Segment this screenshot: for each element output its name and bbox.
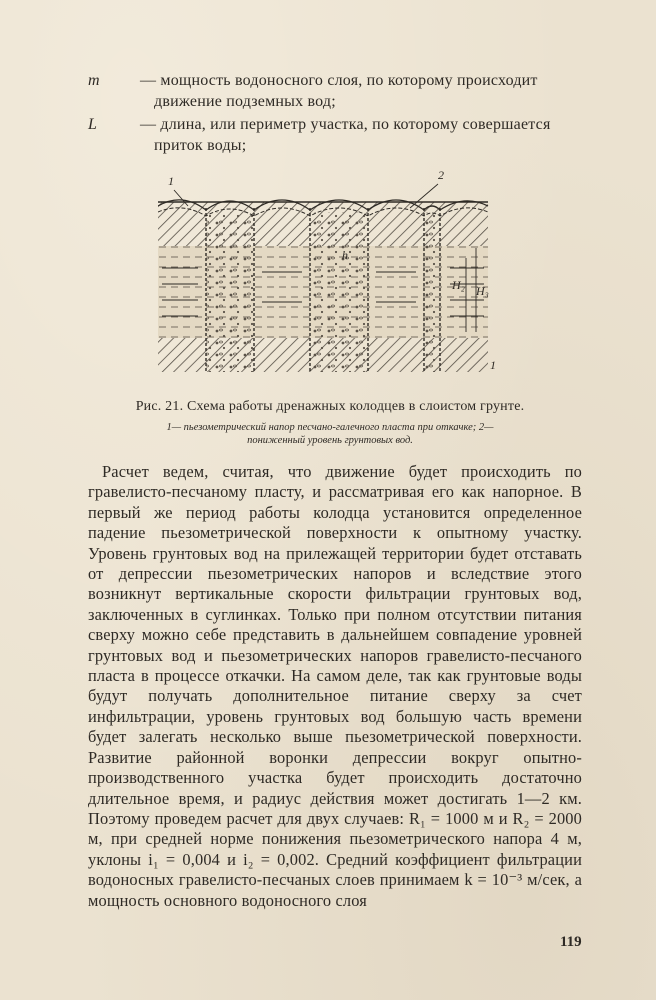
body-text bbox=[88, 462, 582, 911]
definition-l bbox=[88, 114, 600, 156]
dash: — bbox=[140, 116, 157, 133]
definitions-list bbox=[88, 70, 600, 156]
drainage-wells-schematic bbox=[158, 172, 498, 387]
figure-label-right: 1 bbox=[490, 358, 496, 372]
figure-label-h3: H₃ bbox=[476, 284, 489, 298]
definition-l-text: длина, или периметр участка, по которому совершается приток воды; bbox=[154, 116, 551, 154]
definition-m-text: мощность водоносного слоя, по которому происходит движение подземных вод; bbox=[154, 72, 538, 110]
symbol-m: m bbox=[88, 72, 100, 89]
symbol-l: L bbox=[88, 116, 97, 133]
definition-m bbox=[88, 70, 600, 112]
caption-title: Рис. 21. Схема работы дренажных колодцев в слоистом грунте. bbox=[135, 399, 525, 414]
figure-label-h: h bbox=[342, 248, 348, 262]
caption-legend: 1— пьезометрический напор песчано-галечного пласта при откачке; 2— пониженный уровень грунтовых вод. bbox=[166, 422, 494, 446]
figure-caption bbox=[130, 398, 530, 447]
page-number: 119 bbox=[560, 934, 582, 950]
figure-label-1: 1 bbox=[168, 174, 174, 188]
figure-label-h2: H₂ bbox=[452, 278, 465, 292]
figure-21-diagram bbox=[158, 168, 498, 387]
figure-label-2: 2 bbox=[438, 168, 444, 182]
body-paragraph: Расчет ведем, считая, что движение будет происходить по гравелисто-песчаному пласту, и рассматривая его как напорное. В первый же период работы колодца установится определенное падение пьезометрической поверхности к опытному участку. Уровень грунтовых вод на прилежащей территории будет отставать от депрессии пьезометрических напоров и вследствие этого возникнут вертикальные скорости фильтрации грунтовых вод, заключенных в суглинках. Только при полном отсутствии питания сверху можно себе представить в дальнейшем совпадение уровней грунтовых вод и пьезометрических напоров гравелисто-песчаного пласта в процессе откачки. На самом деле, так как грунтовые воды будут получать дополнительное питание сверху за счет инфильтрации, уровень грунтовых вод большую часть времени будет залегать несколько выше пьезометрической поверхности. Развитие районной воронки депрессии вокруг опытно-производственного участка будет происходить достаточно длительное время, и радиус действия может достигать 1—2 км. Поэтому проведем расчет для двух случаев: R₁ = 1000 м и R₂ = 2000 м, при средней норме понижения пьезометрического напора 4 м, уклоны i₁ = 0,004 и i₂ = 0,002. Средний коэффициент фильтрации водоносных гравелисто-песчаных слоев принимаем k = 10⁻³ м/сек, а мощность основного водоносного слоя bbox=[88, 462, 582, 910]
dash: — bbox=[140, 72, 157, 89]
